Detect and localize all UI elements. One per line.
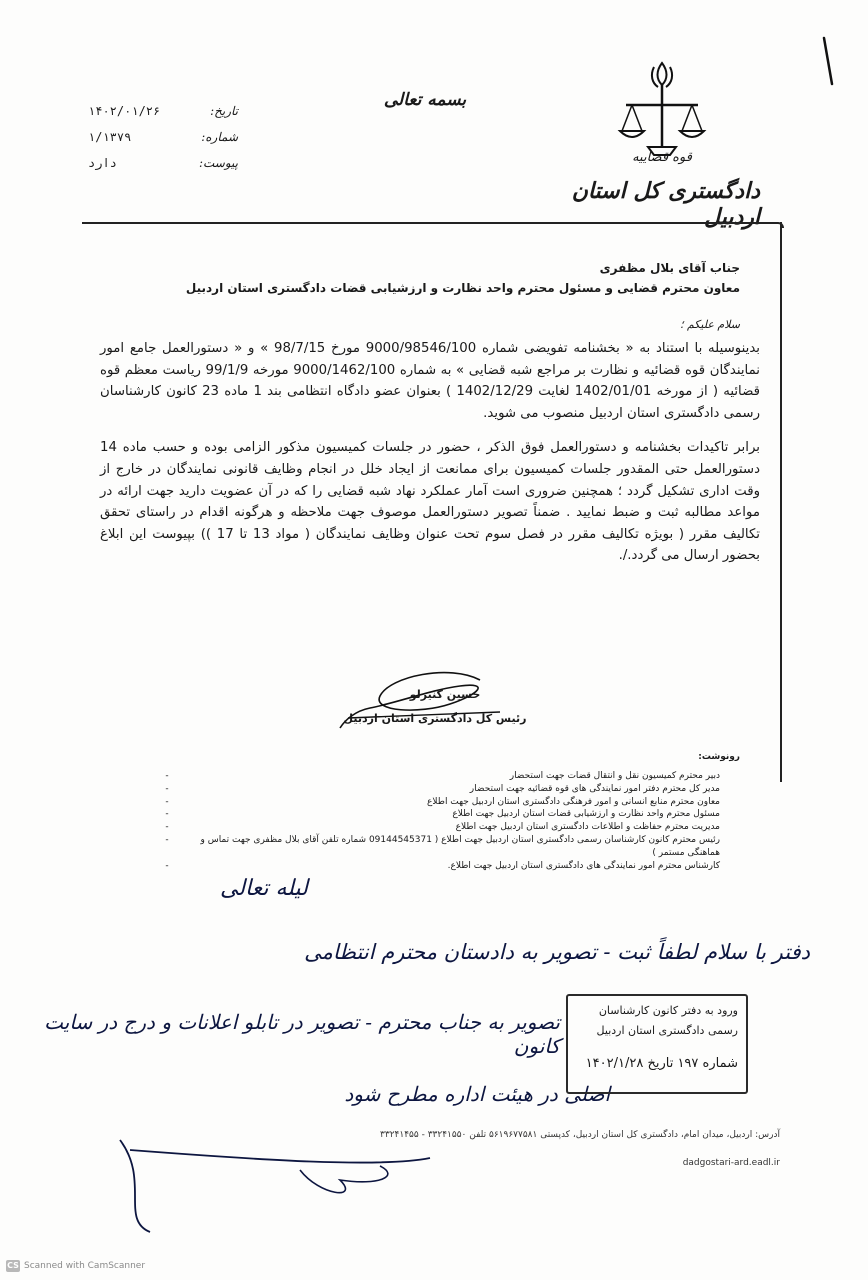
body-paragraph-1: بدینوسیله با استناد به « بخشنامه تفویضی شماره 9000/98546/100 مورخ 98/7/15 » و « دستورالعمل جامع امور نمایندگان قوه قضائیه و نظارت بر مراجع شبه قضایی » به شماره 9000/1462/100 مورخه 99/1/9 ریاست معظم قوه قضائیه ( از مورخه 1402/01/01 لغایت 1402/12/29 ) بعنوان عضو دادگاه انتظامی بند 1 ماده 23 کانون کارشناسان رسمی دادگستری استان اردبیل منصوب می شوید.	[100, 341, 761, 421]
date-row	[88, 98, 238, 124]
signer-title: رئیس کل دادگستری استان اردبیل	[343, 712, 527, 725]
cc-title: رونوشت:	[698, 752, 740, 762]
handwritten-note-2: دفتر با سلام لطفاً ثبت - تصویر به دادستان محترم انتظامی	[304, 940, 810, 964]
handwritten-note-3: تصویر به جناب محترم - تصویر در تابلو اعلانات و درج در سایت کانون	[44, 1010, 560, 1058]
judiciary-label: قوه قضاییه	[632, 150, 692, 165]
cc-item: مسئول محترم واحد نظارت و ارزشیابی قضات استان اردبیل جهت اطلاع -	[165, 809, 720, 820]
letter-frame-right	[780, 222, 782, 782]
court-title: دادگستری کل استان اردبیل	[571, 178, 760, 230]
cc-item: دبیر محترم کمیسیون نقل و انتقال قضات جهت استحضار -	[165, 771, 720, 781]
received-stamp	[566, 994, 748, 1094]
number-value: ۱/۱۳۷۹	[88, 130, 132, 144]
attachment-row	[88, 150, 238, 176]
number-label: شماره:	[201, 130, 238, 144]
handwritten-note-4: اصلی در هیئت اداره مطرح شود	[344, 1082, 610, 1106]
cc-list	[160, 770, 720, 872]
signer-name: حسین کنیرلو	[409, 688, 481, 701]
letter-body	[100, 338, 760, 580]
body-paragraph-2: برابر تاکیدات بخشنامه و دستورالعمل فوق الذکر ، حضور در جلسات کمیسیون مذکور الزامی بوده و حسب ماده 14 دستورالعمل حتی المقدور جلسات کمیسیون برای ممانعت از ایجاد خلل در انجام وظایف قانونی نمایندگان در خارج از وقت اداری تشکیل گردد ؛ همچنین ضروری است آمار عملکرد نهاد شبه قضایی را که در آن عضویت دارید جهت ارائه در مواعد مطالبه ثبت و ضبط نمایید . ضمناً تصویر دستورالعمل موصوف جهت ملاحظه و هرگونه اقدام در راستای تحقق تکالیف مقرر ( بویژه تکالیف مقرر در فصل سوم تحت عنوان وظایف نمایندگان ( مواد 13 تا 17 )) بپیوست این ابلاغ بحضور ارسال می گردد./.	[100, 440, 760, 564]
number-row	[88, 124, 238, 150]
cc-item: کارشناس محترم امور نمایندگی های دادگستری استان اردبیل جهت اطلاع. -	[165, 860, 720, 871]
date-label: تاریخ:	[210, 104, 238, 118]
date-value: ۱۴۰۲/۰۱/۲۶	[88, 104, 161, 118]
cc-item: رئیس محترم کانون کارشناسان رسمی دادگستری استان اردبیل جهت اطلاع ( 09144545371 شماره تلفن آقای بلال مظفری جهت تماس و هماهنگی مستمر ) -	[165, 834, 720, 858]
camscanner-logo-icon: CS	[7, 1261, 19, 1270]
addressee-block	[160, 258, 740, 298]
stamp-line-2: رسمی دادگستری استان اردبیل	[596, 1024, 738, 1037]
attachment-label: پیوست:	[198, 156, 238, 170]
stamp-line-1: ورود به دفتر کانون کارشناسان	[598, 1004, 738, 1017]
footer-address: آدرس: اردبیل، میدان امام، دادگستری کل استان اردبیل، کدپستی ۵۶۱۹۶۷۷۵۸۱ تلفن ۳۳۲۴۱۵۵۰ - ۳۳۲۴۱۴۵۵	[380, 1130, 780, 1140]
scanner-watermark	[6, 1260, 145, 1272]
cc-item: معاون محترم منابع انسانی و امور فرهنگی دادگستری استان اردبیل جهت اطلاع -	[165, 796, 720, 807]
stamp-line-3: شماره ۱۹۷ تاریخ ۱۴۰۲/۱/۲۸	[585, 1056, 738, 1071]
footer-website: dadgostari-ard.eadl.ir	[682, 1158, 780, 1168]
attachment-value: دارد	[88, 156, 117, 170]
scanner-label: Scanned with CamScanner	[24, 1261, 146, 1271]
cc-item: مدیریت محترم حفاظت و اطلاعات دادگستری استان اردبیل جهت اطلاع -	[165, 822, 720, 833]
letter-meta	[88, 98, 238, 176]
greeting: سلام علیکم ؛	[679, 318, 740, 331]
handwritten-note-1: لیله تعالی	[220, 876, 308, 901]
margin-pen-mark	[818, 36, 838, 86]
addressee-position: معاون محترم قضایی و مسئول محترم واحد نظارت و ارزشیابی قضات دادگستری استان اردبیل	[185, 281, 740, 295]
signature-scribble	[330, 668, 510, 738]
addressee-name: جناب آقای بلال مظفری	[599, 261, 740, 275]
cc-item: مدیر کل محترم دفتر امور نمایندگی های قوه قضائیه جهت استحضار -	[165, 783, 720, 794]
bismillah: بسمه تعالی	[383, 90, 467, 110]
letter-frame-top	[82, 222, 784, 228]
judiciary-emblem-icon	[612, 55, 712, 165]
